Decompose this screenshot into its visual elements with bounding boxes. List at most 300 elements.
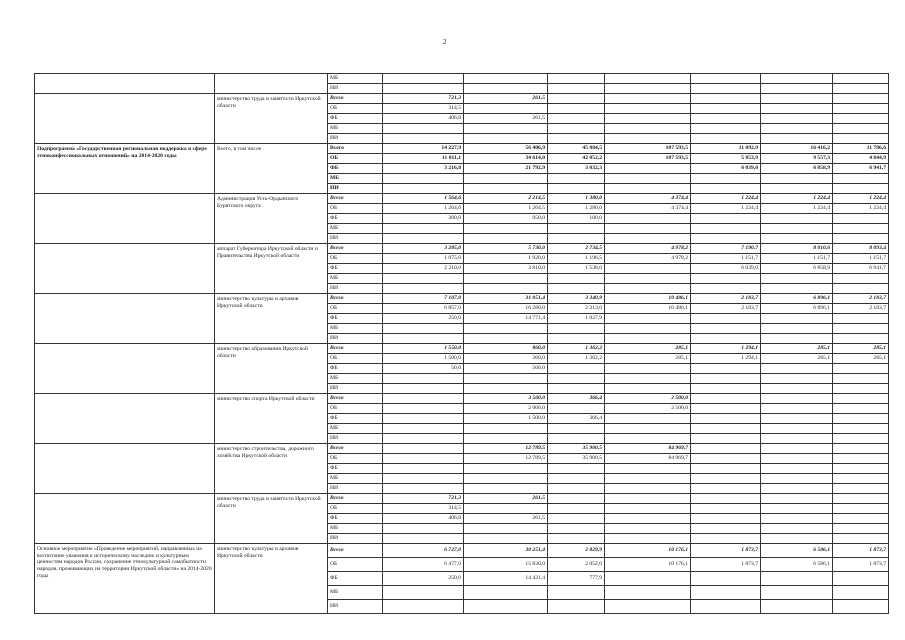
amount-cell — [691, 234, 761, 244]
amount-cell — [548, 384, 605, 394]
amount-cell — [833, 394, 889, 404]
amount-cell — [605, 234, 691, 244]
amount-cell — [833, 424, 889, 434]
amount-cell: 1 224,4 — [833, 204, 889, 214]
amount-cell: 1 196,5 — [548, 254, 605, 264]
funding-source-cell: Всего — [328, 494, 383, 504]
amount-cell — [605, 474, 691, 484]
amount-cell — [761, 234, 833, 244]
amount-cell: 2 829,9 — [548, 544, 605, 558]
amount-cell — [691, 84, 761, 94]
amount-cell — [833, 374, 889, 384]
funding-source-cell: ОБ — [328, 204, 383, 214]
amount-cell: 84 969,7 — [605, 454, 691, 464]
amount-cell — [605, 214, 691, 224]
amount-cell: 14 771,4 — [464, 314, 548, 324]
amount-cell — [464, 600, 548, 614]
amount-cell: 16 416,2 — [761, 144, 833, 154]
funding-source-cell: ФБ — [328, 314, 383, 324]
amount-cell — [833, 384, 889, 394]
amount-cell: 12 789,5 — [464, 454, 548, 464]
amount-cell — [833, 124, 889, 134]
amount-cell: 10 486,1 — [605, 304, 691, 314]
amount-cell — [548, 184, 605, 194]
amount-cell — [691, 434, 761, 444]
funding-source-cell: МБ — [328, 524, 383, 534]
funding-source-cell: МБ — [328, 324, 383, 334]
amount-cell: 35 900,5 — [548, 444, 605, 454]
amount-cell — [833, 94, 889, 104]
funding-source-cell: ИИ — [328, 434, 383, 444]
amount-cell — [383, 404, 464, 414]
table-row — [35, 194, 889, 204]
amount-cell: 285,1 — [761, 354, 833, 364]
funding-source-cell: ОБ — [328, 504, 383, 514]
amount-cell — [833, 484, 889, 494]
funding-source-cell: Всего — [328, 94, 383, 104]
table-row — [35, 344, 889, 354]
amount-cell: 721,3 — [383, 494, 464, 504]
amount-cell — [605, 524, 691, 534]
amount-cell — [383, 184, 464, 194]
funding-source-cell: Всего — [328, 144, 383, 154]
amount-cell: 2 500,0 — [605, 394, 691, 404]
amount-cell — [691, 600, 761, 614]
amount-cell — [383, 484, 464, 494]
amount-cell: 4 978,2 — [605, 244, 691, 254]
amount-cell: 2 052,0 — [548, 558, 605, 572]
amount-cell — [605, 424, 691, 434]
executor-name-cell: аппарат Губернатора Иркутской области и Правительства Иркутской области — [215, 244, 328, 294]
amount-cell — [691, 394, 761, 404]
amount-cell — [605, 414, 691, 424]
amount-cell — [464, 74, 548, 84]
amount-cell — [548, 404, 605, 414]
amount-cell — [833, 494, 889, 504]
amount-cell — [464, 134, 548, 144]
amount-cell — [383, 274, 464, 284]
program-name-cell: Основное мероприятие «Проведение мероприятий, направленных на воспитание уважения к историческому наследию и культурным ценностям народов России, сохранение этнокультурной самобытности народов, проживающих на территории Иркутской области» на 2014-2020 годы — [35, 544, 215, 614]
amount-cell: 30 251,4 — [464, 544, 548, 558]
amount-cell: 1 500,0 — [383, 354, 464, 364]
amount-cell: 2 183,7 — [833, 294, 889, 304]
amount-cell — [761, 474, 833, 484]
amount-cell: 16 280,0 — [464, 304, 548, 314]
table-row — [35, 74, 889, 84]
table-row — [35, 244, 889, 254]
amount-cell: 406,8 — [383, 514, 464, 524]
amount-cell: 1 151,7 — [691, 254, 761, 264]
amount-cell — [761, 586, 833, 600]
funding-source-cell: МБ — [328, 374, 383, 384]
amount-cell: 6 896,1 — [761, 294, 833, 304]
amount-cell — [548, 364, 605, 374]
amount-cell — [691, 474, 761, 484]
amount-cell — [691, 404, 761, 414]
amount-cell — [464, 104, 548, 114]
amount-cell: 45 084,5 — [548, 144, 605, 154]
amount-cell — [383, 124, 464, 134]
amount-cell: 6 858,9 — [761, 264, 833, 274]
amount-cell: 6 586,1 — [761, 544, 833, 558]
amount-cell — [761, 94, 833, 104]
amount-cell — [691, 284, 761, 294]
amount-cell — [691, 174, 761, 184]
amount-cell — [833, 454, 889, 464]
amount-cell — [605, 224, 691, 234]
funding-source-cell: Всего — [328, 544, 383, 558]
amount-cell — [605, 174, 691, 184]
amount-cell — [833, 404, 889, 414]
funding-source-cell: ОБ — [328, 254, 383, 264]
amount-cell — [761, 434, 833, 444]
amount-cell — [464, 324, 548, 334]
amount-cell — [605, 374, 691, 384]
amount-cell: 1 224,4 — [691, 204, 761, 214]
amount-cell — [548, 334, 605, 344]
amount-cell — [833, 214, 889, 224]
amount-cell: 4 978,2 — [605, 254, 691, 264]
amount-cell: 285,1 — [833, 344, 889, 354]
funding-source-cell: ФБ — [328, 464, 383, 474]
amount-cell: 360,0 — [464, 354, 548, 364]
amount-cell — [383, 284, 464, 294]
amount-cell: 31 051,4 — [464, 294, 548, 304]
amount-cell: 1 151,7 — [833, 254, 889, 264]
amount-cell — [833, 600, 889, 614]
amount-cell — [548, 484, 605, 494]
amount-cell — [383, 444, 464, 454]
funding-source-cell: ФБ — [328, 514, 383, 524]
amount-cell — [464, 274, 548, 284]
program-name-cell — [35, 394, 215, 444]
amount-cell — [464, 174, 548, 184]
funding-source-cell: Всего — [328, 394, 383, 404]
amount-cell — [548, 534, 605, 544]
amount-cell: 42 052,2 — [548, 154, 605, 164]
amount-cell — [691, 224, 761, 234]
executor-name-cell — [215, 74, 328, 94]
amount-cell — [691, 586, 761, 600]
amount-cell — [833, 234, 889, 244]
amount-cell — [691, 114, 761, 124]
amount-cell: 21 792,9 — [464, 164, 548, 174]
amount-cell — [605, 104, 691, 114]
amount-cell — [548, 514, 605, 524]
program-name-cell — [35, 494, 215, 544]
amount-cell — [548, 104, 605, 114]
funding-source-cell: МБ — [328, 474, 383, 484]
funding-source-cell: МБ — [328, 224, 383, 234]
funding-source-cell: ИИ — [328, 284, 383, 294]
amount-cell: 285,1 — [605, 354, 691, 364]
funding-source-cell: ИИ — [328, 334, 383, 344]
amount-cell — [548, 474, 605, 484]
amount-cell — [761, 364, 833, 374]
amount-cell: 7 190,7 — [691, 244, 761, 254]
amount-cell: 1 224,4 — [761, 194, 833, 204]
amount-cell — [464, 284, 548, 294]
amount-cell — [761, 214, 833, 224]
program-name-cell — [35, 294, 215, 344]
amount-cell — [383, 424, 464, 434]
amount-cell — [833, 444, 889, 454]
amount-cell — [548, 464, 605, 474]
amount-cell — [464, 504, 548, 514]
amount-cell: 1 027,9 — [548, 314, 605, 324]
amount-cell — [761, 424, 833, 434]
program-name-cell — [35, 194, 215, 244]
amount-cell: 261,5 — [464, 494, 548, 504]
amount-cell — [383, 334, 464, 344]
amount-cell — [605, 94, 691, 104]
amount-cell: 11 786,6 — [833, 144, 889, 154]
amount-cell — [605, 534, 691, 544]
amount-cell — [464, 374, 548, 384]
program-name-cell: Подпрограмма «Государственная региональная поддержка в сфере этноконфессиональных отношений» на 2014-2020 годы — [35, 144, 215, 194]
amount-cell: 314,5 — [383, 104, 464, 114]
amount-cell — [548, 174, 605, 184]
amount-cell — [691, 104, 761, 114]
amount-cell — [761, 104, 833, 114]
amount-cell — [605, 274, 691, 284]
program-name-cell — [35, 444, 215, 494]
table-row — [35, 544, 889, 558]
amount-cell — [833, 324, 889, 334]
executor-name-cell: министерство спорта Иркутской области — [215, 394, 328, 444]
executor-name-cell: министерство труда и занятости Иркутской области — [215, 494, 328, 544]
amount-cell — [833, 114, 889, 124]
amount-cell — [464, 384, 548, 394]
funding-source-cell: ФБ — [328, 214, 383, 224]
amount-cell — [761, 600, 833, 614]
amount-cell — [383, 586, 464, 600]
amount-cell: 84 969,7 — [605, 444, 691, 454]
amount-cell: 14 421,4 — [464, 572, 548, 586]
amount-cell: 100,0 — [548, 214, 605, 224]
amount-cell — [691, 464, 761, 474]
amount-cell — [833, 414, 889, 424]
amount-cell — [383, 600, 464, 614]
amount-cell: 7 107,0 — [383, 294, 464, 304]
amount-cell: 285,1 — [833, 354, 889, 364]
amount-cell — [383, 464, 464, 474]
amount-cell — [464, 434, 548, 444]
amount-cell: 107 593,5 — [605, 144, 691, 154]
amount-cell — [833, 464, 889, 474]
executor-name-cell: Администрация Усть-Ордынского Бурятского округа — [215, 194, 328, 244]
amount-cell — [605, 124, 691, 134]
funding-source-cell: ФБ — [328, 164, 383, 174]
funding-source-cell: ОБ — [328, 104, 383, 114]
amount-cell — [383, 384, 464, 394]
funding-source-cell: ФБ — [328, 364, 383, 374]
amount-cell — [605, 572, 691, 586]
amount-cell — [605, 464, 691, 474]
amount-cell — [605, 434, 691, 444]
amount-cell — [761, 444, 833, 454]
amount-cell — [464, 464, 548, 474]
amount-cell — [464, 524, 548, 534]
executor-name-cell: министерство культуры и архивов Иркутской области — [215, 544, 328, 614]
funding-source-cell: ФБ — [328, 572, 383, 586]
amount-cell — [691, 484, 761, 494]
amount-cell — [691, 494, 761, 504]
amount-cell — [605, 494, 691, 504]
amount-cell — [833, 224, 889, 234]
amount-cell — [761, 454, 833, 464]
amount-cell — [761, 314, 833, 324]
amount-cell — [761, 84, 833, 94]
amount-cell: 34 614,0 — [464, 154, 548, 164]
amount-cell: 1 224,4 — [833, 194, 889, 204]
amount-cell — [548, 494, 605, 504]
amount-cell: 285,1 — [761, 344, 833, 354]
amount-cell: 8 010,6 — [761, 244, 833, 254]
amount-cell — [833, 84, 889, 94]
amount-cell: 1 500,0 — [464, 414, 548, 424]
amount-cell: 4 844,9 — [833, 154, 889, 164]
amount-cell: 1 873,7 — [691, 544, 761, 558]
amount-cell — [548, 374, 605, 384]
amount-cell — [605, 84, 691, 94]
amount-cell — [548, 524, 605, 534]
amount-cell — [761, 572, 833, 586]
amount-cell: 6 039,0 — [691, 164, 761, 174]
table-row — [35, 294, 889, 304]
program-name-cell — [35, 244, 215, 294]
amount-cell — [761, 274, 833, 284]
amount-cell: 2 734,5 — [548, 244, 605, 254]
funding-source-cell: ИИ — [328, 534, 383, 544]
amount-cell — [833, 334, 889, 344]
amount-cell — [605, 74, 691, 84]
amount-cell — [691, 184, 761, 194]
amount-cell — [691, 214, 761, 224]
funding-source-cell: Всего — [328, 194, 383, 204]
executor-name-cell: министерство образования Иркутской области — [215, 344, 328, 394]
amount-cell — [548, 600, 605, 614]
amount-cell — [548, 94, 605, 104]
amount-cell: 6 039,0 — [691, 264, 761, 274]
funding-source-cell: Всего — [328, 244, 383, 254]
amount-cell: 300,0 — [383, 214, 464, 224]
amount-cell — [761, 284, 833, 294]
funding-source-cell: ИИ — [328, 600, 383, 614]
amount-cell — [464, 534, 548, 544]
amount-cell — [833, 174, 889, 184]
amount-cell — [691, 334, 761, 344]
amount-cell: 1 224,4 — [761, 204, 833, 214]
amount-cell — [383, 434, 464, 444]
amount-cell: 250,0 — [383, 572, 464, 586]
funding-source-cell: МБ — [328, 174, 383, 184]
amount-cell — [383, 394, 464, 404]
budget-table — [34, 73, 889, 614]
amount-cell: 2 214,5 — [464, 194, 548, 204]
amount-cell — [691, 364, 761, 374]
amount-cell: 8 093,4 — [833, 244, 889, 254]
amount-cell — [383, 454, 464, 464]
amount-cell — [548, 124, 605, 134]
amount-cell — [605, 364, 691, 374]
page-number: 2 — [443, 38, 447, 46]
amount-cell — [691, 444, 761, 454]
executor-name-cell: министерство труда и занятости Иркутской области — [215, 94, 328, 144]
amount-cell — [464, 586, 548, 600]
amount-cell — [833, 364, 889, 374]
amount-cell: 1 873,7 — [833, 558, 889, 572]
amount-cell — [833, 284, 889, 294]
amount-cell — [605, 164, 691, 174]
amount-cell — [691, 504, 761, 514]
funding-source-cell: ФБ — [328, 414, 383, 424]
amount-cell — [605, 514, 691, 524]
amount-cell — [464, 484, 548, 494]
amount-cell — [761, 124, 833, 134]
funding-source-cell: ОБ — [328, 404, 383, 414]
funding-source-cell: ОБ — [328, 154, 383, 164]
amount-cell: 2 210,0 — [383, 264, 464, 274]
funding-source-cell: ИИ — [328, 184, 383, 194]
amount-cell — [548, 434, 605, 444]
amount-cell — [691, 534, 761, 544]
amount-cell — [605, 600, 691, 614]
funding-source-cell: ИИ — [328, 84, 383, 94]
amount-cell — [464, 124, 548, 134]
amount-cell — [605, 134, 691, 144]
amount-cell — [833, 314, 889, 324]
amount-cell: 10 486,1 — [605, 294, 691, 304]
amount-cell: 3 285,0 — [383, 244, 464, 254]
amount-cell — [761, 524, 833, 534]
funding-source-cell: ОБ — [328, 454, 383, 464]
amount-cell: 56 406,9 — [464, 144, 548, 154]
amount-cell — [833, 104, 889, 114]
amount-cell — [605, 324, 691, 334]
funding-source-cell: ФБ — [328, 114, 383, 124]
amount-cell — [761, 324, 833, 334]
amount-cell — [691, 374, 761, 384]
amount-cell — [383, 524, 464, 534]
amount-cell — [761, 514, 833, 524]
amount-cell — [383, 134, 464, 144]
amount-cell — [383, 374, 464, 384]
amount-cell: 3 032,3 — [548, 164, 605, 174]
amount-cell: 1 920,0 — [464, 254, 548, 264]
amount-cell — [691, 514, 761, 524]
amount-cell — [691, 524, 761, 534]
amount-cell — [548, 114, 605, 124]
amount-cell: 1 380,0 — [548, 194, 605, 204]
amount-cell — [761, 114, 833, 124]
amount-cell — [833, 74, 889, 84]
amount-cell: 1 294,1 — [691, 344, 761, 354]
amount-cell — [691, 384, 761, 394]
amount-cell: 406,8 — [383, 114, 464, 124]
amount-cell: 6 586,1 — [761, 558, 833, 572]
amount-cell — [761, 184, 833, 194]
amount-cell — [833, 274, 889, 284]
amount-cell: 15 830,0 — [464, 558, 548, 572]
amount-cell: 1 538,0 — [548, 264, 605, 274]
amount-cell: 1 264,5 — [464, 204, 548, 214]
amount-cell: 2 183,7 — [691, 294, 761, 304]
amount-cell: 314,5 — [383, 504, 464, 514]
amount-cell — [548, 224, 605, 234]
amount-cell — [383, 324, 464, 334]
amount-cell: 2 183,7 — [833, 304, 889, 314]
